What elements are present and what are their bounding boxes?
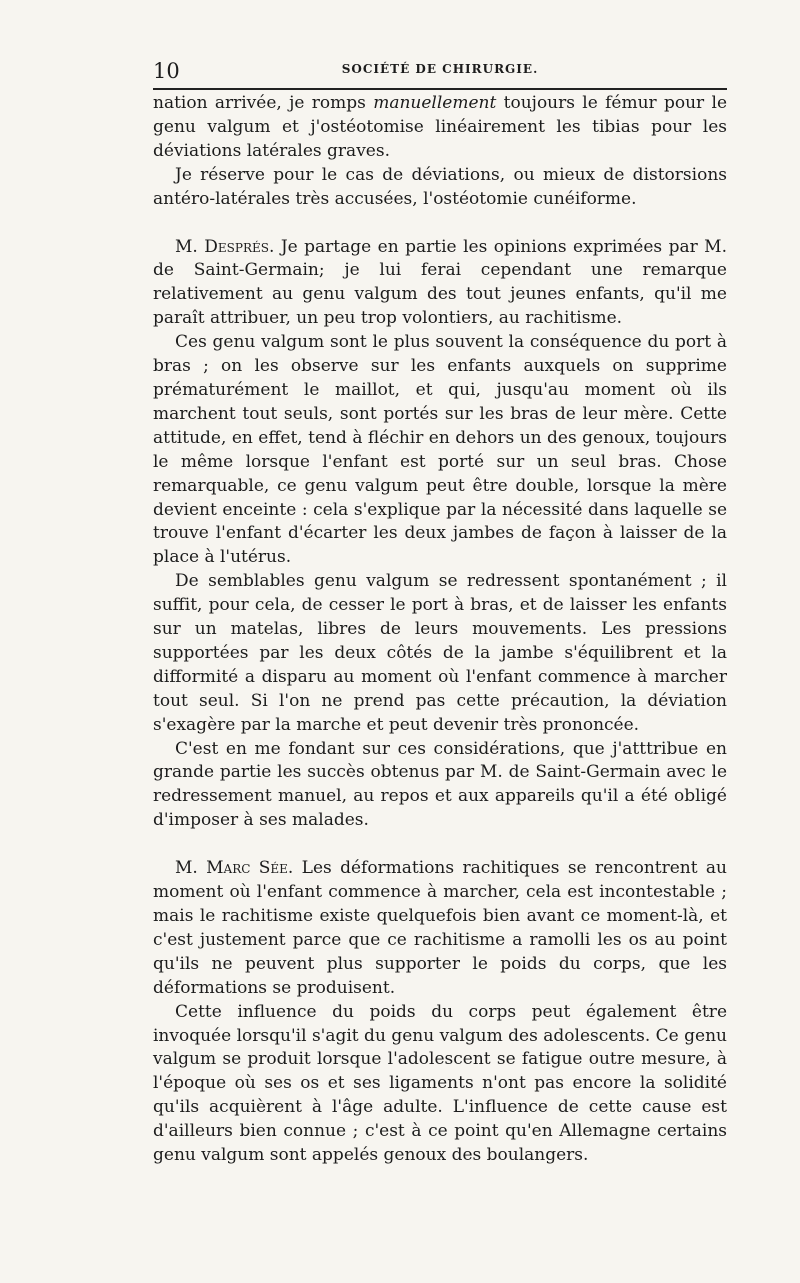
emphasis-manuellement: manuellement [373,93,497,113]
page-header [153,58,727,86]
paragraph-1-before: nation arrivée, je romps [153,93,374,113]
header-rule [153,88,727,90]
paragraph-8: Cette influence du poids du corps peut également être invoquée lorsqu'il s'agit du genu valgum des adolescents. Ce genu valgum se produit lorsque l'adolescent se fatigue outre mesure, à l'époque où ses os et ses ligaments n'ont pas encore la solidité qu'ils acquièrent à l'âge adulte. L'influence de cette cause est d'ailleurs bien connue ; c'est à ce point qu'en Allemagne certains genu valgum sont appelés genoux des boulangers. [153,1001,727,1166]
paragraph-1-after: toujours le fémur pour le genu valgum et j'ostéotomise linéairement les tibias pour les déviations latérales graves. [153,93,728,161]
page-number: 10 [153,59,180,83]
paragraph-marc-see-text: Les déformations rachitiques se rencontrent au moment où l'enfant commence à marcher, cela est incontestable ; mais le rachitisme existe quelquefois bien avant ce moment-là, et c'est justement parce que ce rachitisme a ramolli les os au point qu'ils ne peuvent plus supporter le poids du corps, que les déformations se produisent. [153,858,727,998]
paragraph-4: Ces genu valgum sont le plus souvent la conséquence du port à bras ; on les observe sur les enfants auxquels on supprime prématurément le maillot, et qui, jusqu'au moment où ils marchent tout seuls, sont portés sur les bras de leur mère. Cette attitude, en effet, tend à fléchir en dehors un des genoux, toujours le même lorsque l'enfant est porté sur un seul bras. Chose remarquable, ce genu valgum peut être double, lorsque la mère devient enceinte : cela s'explique par la nécessité dans laquelle se trouve l'enfant d'écarter les deux jambes de façon à laisser de la place à l'utérus. [153,332,727,568]
speaker-marc-see: M. Marc Sée. [175,858,294,879]
body-text [153,92,727,1168]
paragraph-5: De semblables genu valgum se redressent spontanément ; il suffit, pour cela, de cesser le port à bras, et de laisser les enfants sur un matelas, libres de leurs mouvements. Les pressions supportées par les deux côtés de la jambe s'équilibrent et la difformité a disparu au moment où l'enfant commence à marcher tout seul. Si l'on ne prend pas cette précaution, la déviation s'exagère par la marche et peut devenir très prononcée. [153,571,727,735]
running-title: SOCIÉTÉ DE CHIRURGIE. [341,62,539,76]
paragraph-despres [153,236,727,332]
paragraph-2: Je réserve pour le cas de déviations, ou mieux de distorsions antéro-latérales très accusées, l'ostéotomie cunéiforme. [153,164,727,209]
paragraph-1 [153,92,727,164]
paragraph-marc-see [153,857,727,1000]
paragraph-6: C'est en me fondant sur ces considérations, que j'atttribue en grande partie les succès obtenus par M. de Saint-Germain avec le redressement manuel, au repos et aux appareils qu'il a été obligé d'imposer à ses malades. [153,738,727,831]
speaker-despres: M. Després. [175,236,275,257]
paragraph-despres-text: Je partage en partie les opinions exprimées par M. de Saint-Germain; je lui ferai cependant une remarque relativement au genu valgum des tout jeunes enfants, qu'il me paraît attribuer, un peu trop volontiers, au rachitisme. [153,236,727,329]
